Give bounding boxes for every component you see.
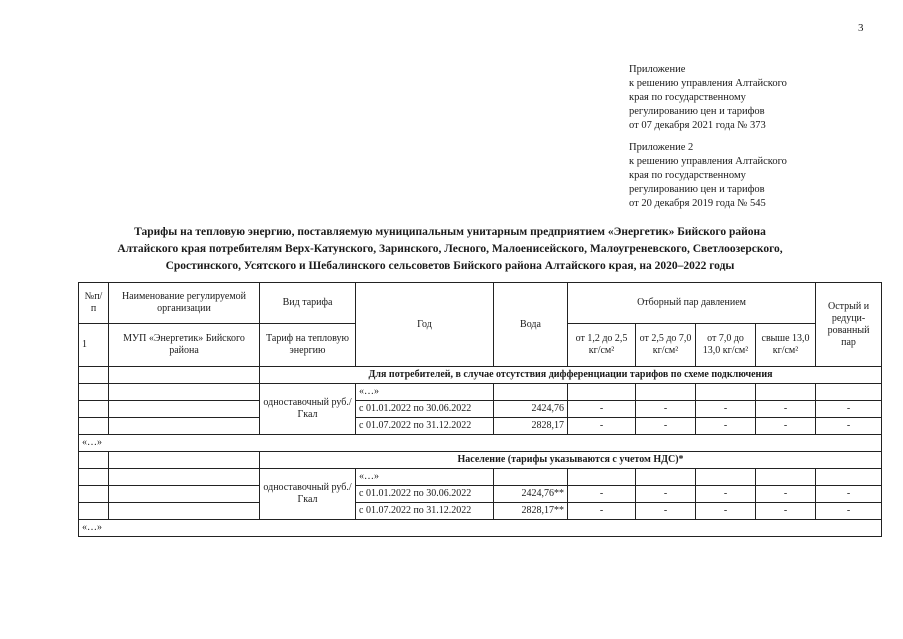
appendix-2-line: к решению управления Алтайского bbox=[629, 156, 787, 167]
header-sharp-steam: Острый и редуци-рованный пар bbox=[816, 283, 882, 367]
water-cell: 2828,17** bbox=[494, 503, 568, 520]
steam-cell: - bbox=[756, 401, 816, 418]
table-row bbox=[79, 418, 882, 435]
steam-cell: - bbox=[568, 401, 636, 418]
section-1-ellipsis: «…» bbox=[356, 384, 494, 401]
steam-cell: - bbox=[696, 401, 756, 418]
steam-cell: - bbox=[756, 503, 816, 520]
separator-ellipsis: «…» bbox=[79, 520, 882, 537]
steam-cell: - bbox=[636, 503, 696, 520]
table-row bbox=[79, 401, 882, 418]
title-line: Сростинского, Усятского и Шебалинского сельсоветов Бийского района Алтайского края, на 2020–2022 годы bbox=[165, 260, 735, 272]
section-1-title-row bbox=[79, 367, 882, 384]
section-2-ellipsis: «…» bbox=[356, 469, 494, 486]
section-1-tariff-type: одноставочный руб./Гкал bbox=[260, 384, 356, 435]
period-cell: с 01.01.2022 по 30.06.2022 bbox=[356, 486, 494, 503]
steam-cell: - bbox=[568, 503, 636, 520]
steam-cell: - bbox=[756, 486, 816, 503]
document-title bbox=[80, 224, 820, 275]
header-steam-1: от 1,2 до 2,5 кг/см² bbox=[568, 324, 636, 367]
separator-row bbox=[79, 435, 882, 452]
table-row bbox=[79, 503, 882, 520]
table-row bbox=[79, 486, 882, 503]
header-steam: Отборный пар давлением bbox=[568, 283, 816, 324]
steam-cell: - bbox=[816, 401, 882, 418]
water-cell: 2424,76 bbox=[494, 401, 568, 418]
period-cell: с 01.07.2022 по 31.12.2022 bbox=[356, 418, 494, 435]
separator-row bbox=[79, 520, 882, 537]
header-num: №п/п bbox=[79, 283, 109, 324]
appendix-1-line: от 07 декабря 2021 года № 373 bbox=[629, 120, 766, 131]
header-year: Год bbox=[356, 283, 494, 367]
table-row bbox=[79, 469, 882, 486]
row1-org: МУП «Энергетик» Бийского района bbox=[109, 324, 260, 367]
row1-num: 1 bbox=[79, 324, 109, 367]
table-row bbox=[79, 384, 882, 401]
header-org: Наименование регулируемой организации bbox=[109, 283, 260, 324]
steam-cell: - bbox=[816, 418, 882, 435]
appendix-2-line: Приложение 2 bbox=[629, 142, 694, 153]
water-cell: 2424,76** bbox=[494, 486, 568, 503]
header-water: Вода bbox=[494, 283, 568, 367]
appendix-1-line: к решению управления Алтайского bbox=[629, 78, 787, 89]
appendix-2-line: от 20 декабря 2019 года № 545 bbox=[629, 198, 766, 209]
period-cell: с 01.01.2022 по 30.06.2022 bbox=[356, 401, 494, 418]
section-2-title: Население (тарифы указываются с учетом НДС)* bbox=[260, 452, 882, 469]
steam-cell: - bbox=[696, 486, 756, 503]
tariff-table bbox=[78, 282, 882, 537]
title-line: Тарифы на тепловую энергию, поставляемую муниципальным унитарным предприятием «Энергетик» Бийского района bbox=[134, 226, 766, 238]
steam-cell: - bbox=[568, 486, 636, 503]
steam-cell: - bbox=[636, 418, 696, 435]
steam-cell: - bbox=[696, 418, 756, 435]
appendix-1-line: края по государственному bbox=[629, 92, 746, 103]
appendix-2-line: края по государственному bbox=[629, 170, 746, 181]
appendix-2-line: регулированию цен и тарифов bbox=[629, 184, 765, 195]
appendix-2-block bbox=[629, 141, 787, 211]
section-1-title: Для потребителей, в случае отсутствия дифференциации тарифов по схеме подключения bbox=[260, 367, 882, 384]
page-number: 3 bbox=[858, 22, 864, 34]
period-cell: с 01.07.2022 по 31.12.2022 bbox=[356, 503, 494, 520]
steam-cell: - bbox=[636, 401, 696, 418]
water-cell: 2828,17 bbox=[494, 418, 568, 435]
appendix-1-block bbox=[629, 63, 787, 133]
title-line: Алтайского края потребителям Верх-Катунского, Заринского, Лесного, Малоенисейского, Малоугреневского, Светлоозерского, bbox=[117, 243, 783, 255]
steam-cell: - bbox=[696, 503, 756, 520]
row1-tariff-type: Тариф на тепловую энергию bbox=[260, 324, 356, 367]
steam-cell: - bbox=[568, 418, 636, 435]
appendix-1-line: регулированию цен и тарифов bbox=[629, 106, 765, 117]
header-steam-2: от 2,5 до 7,0 кг/см² bbox=[636, 324, 696, 367]
section-2-title-row bbox=[79, 452, 882, 469]
steam-cell: - bbox=[816, 503, 882, 520]
separator-ellipsis: «…» bbox=[79, 435, 882, 452]
steam-cell: - bbox=[636, 486, 696, 503]
section-2-tariff-type: одноставочный руб./Гкал bbox=[260, 469, 356, 520]
steam-cell: - bbox=[816, 486, 882, 503]
header-steam-4: свыше 13,0 кг/см² bbox=[756, 324, 816, 367]
appendix-1-line: Приложение bbox=[629, 64, 686, 75]
header-row bbox=[79, 283, 882, 324]
steam-cell: - bbox=[756, 418, 816, 435]
header-tariff-type: Вид тарифа bbox=[260, 283, 356, 324]
header-steam-3: от 7,0 до 13,0 кг/см² bbox=[696, 324, 756, 367]
